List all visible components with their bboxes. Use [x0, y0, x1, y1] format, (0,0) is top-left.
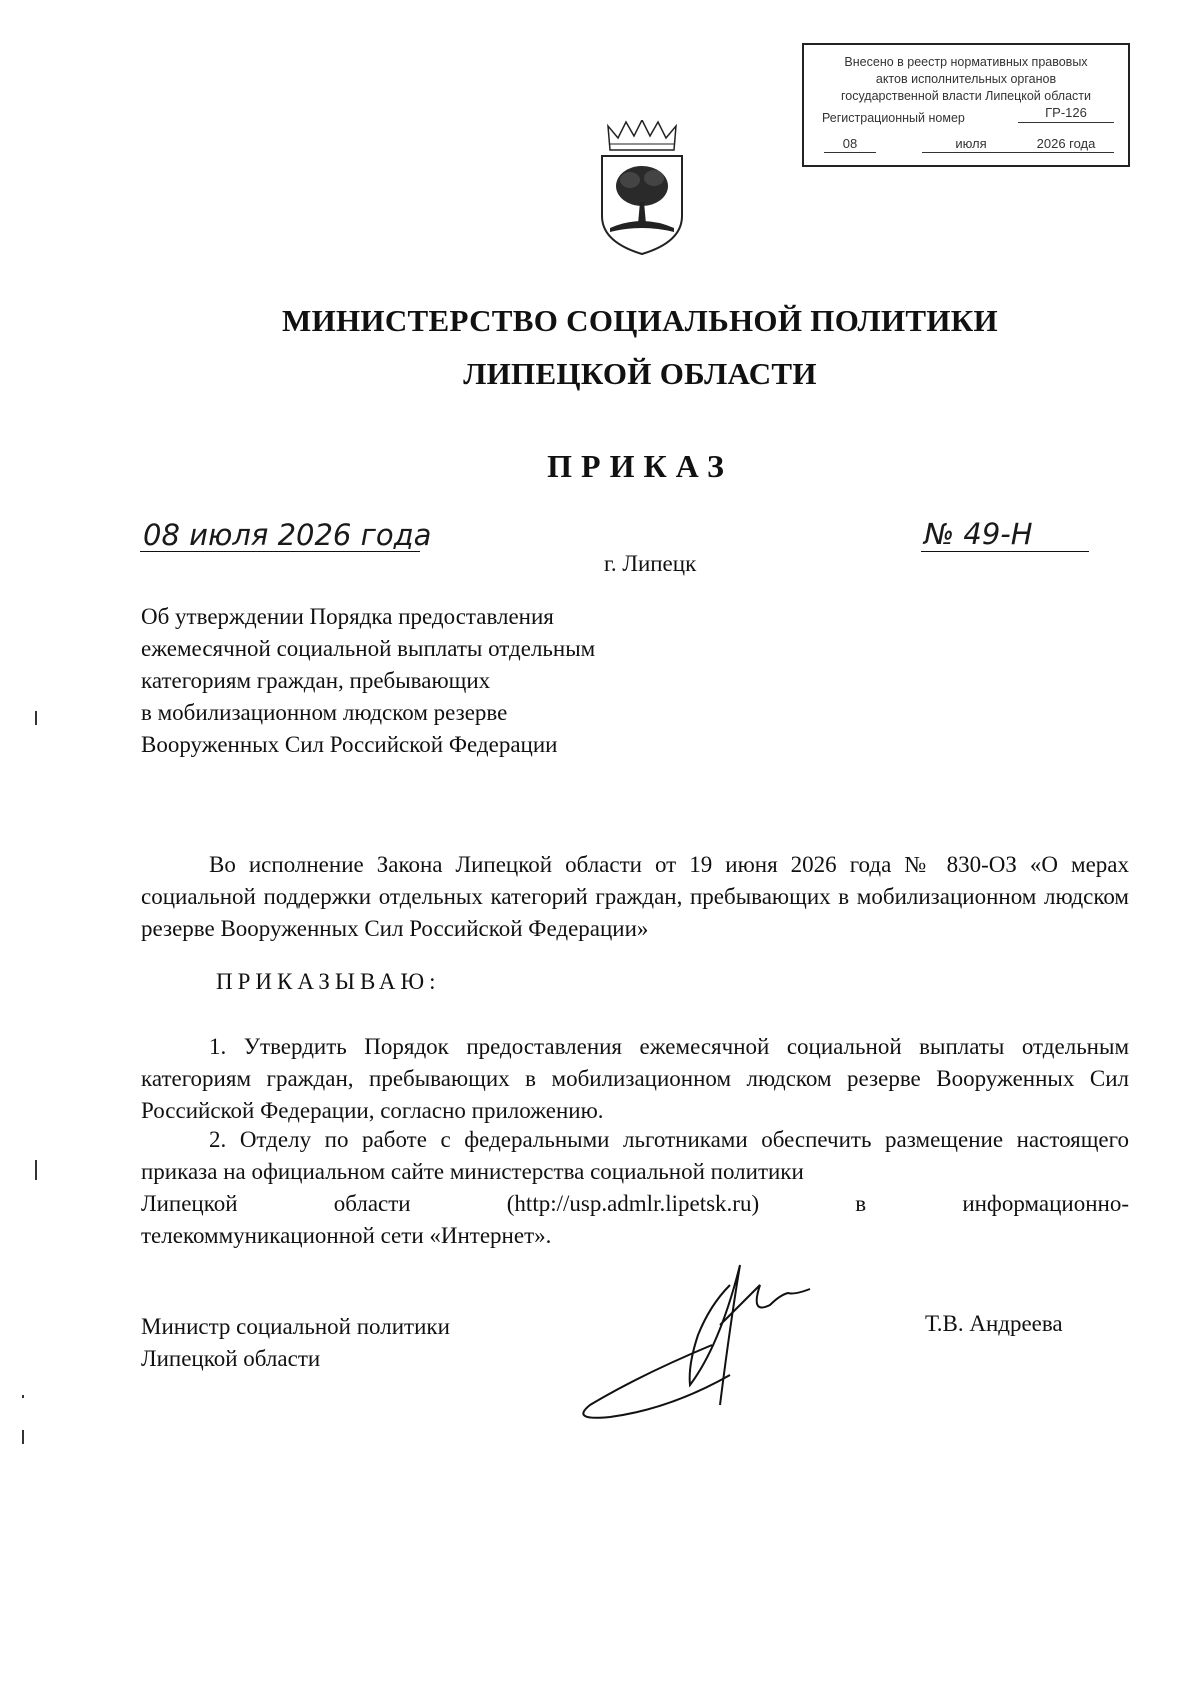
order-item-2-line-4: телекоммуникационной сети «Интернет».	[141, 1223, 552, 1248]
subject-line: категориям граждан, пребывающих	[141, 668, 491, 693]
order-item-2-line-3: Липецкой области (http://usp.admlr.lipetsk.ru) в информационно-	[141, 1191, 1129, 1216]
signer-position	[141, 1311, 450, 1375]
registration-stamp	[802, 43, 1130, 167]
subject-line: ежемесячной социальной выплаты отдельным	[141, 636, 596, 661]
handwritten-date: 08 июля 2026 года	[143, 518, 432, 552]
coat-of-arms-icon	[596, 120, 688, 256]
stamp-year: 2026 года	[1018, 136, 1114, 153]
subject-line: Вооруженных Сил Российской Федерации	[141, 732, 558, 757]
signer-name: Т.В. Андреева	[925, 1311, 1063, 1336]
ministry-title-line-2: ЛИПЕЦКОЙ ОБЛАСТИ	[463, 356, 817, 391]
date-underline	[140, 551, 420, 552]
order-item-1: 1. Утвердить Порядок предоставления ежемесячной социальной выплаты отдельным категориям граждан, пребывающих в мобилизационном людском резерве Вооруженных Сил Российской Федерации, согласно приложению.	[141, 1034, 1129, 1123]
preamble-paragraph: Во исполнение Закона Липецкой области от 19 июня 2026 года № 830-ОЗ «О мерах социальной поддержки отдельных категорий граждан, пребывающих в мобилизационном людском резерве Вооруженных Сил Российской Федерации»	[141, 852, 1129, 941]
signer-position-line-1: Министр социальной политики	[141, 1314, 450, 1339]
order-word: ПРИКАЗЫВАЮ:	[216, 969, 441, 994]
signer-position-line-2: Липецкой области	[141, 1346, 321, 1371]
number-underline	[921, 551, 1089, 552]
document-type-title: ПРИКАЗ	[547, 448, 733, 484]
order-item-2	[141, 1124, 1129, 1252]
ministry-title-line-1: МИНИСТЕРСТВО СОЦИАЛЬНОЙ ПОЛИТИКИ	[282, 303, 998, 338]
order-subject	[141, 601, 701, 761]
stamp-reg-number: ГР-126	[1018, 105, 1114, 123]
stamp-line-1: Внесено в реестр нормативных правовых	[844, 55, 1088, 69]
stamp-registration-row	[818, 105, 1114, 127]
stamp-line-2: актов исполнительных органов	[875, 72, 1057, 86]
stamp-date-row	[824, 136, 1114, 156]
subject-line: в мобилизационном людском резерве	[141, 700, 508, 725]
order-item-2-text: 2. Отделу по работе с федеральными льготниками обеспечить размещение настоящего приказа на официальном сайте министерства социальной политики	[141, 1127, 1129, 1184]
stamp-line-3: государственной власти Липецкой области	[840, 89, 1092, 103]
subject-line: Об утверждении Порядка предоставления	[141, 604, 554, 629]
stamp-month: июля	[922, 136, 1020, 153]
handwritten-signature	[580, 1245, 840, 1425]
city-label: г. Липецк	[604, 551, 697, 576]
stamp-day: 08	[824, 136, 876, 153]
handwritten-number: № 49-Н	[924, 517, 1033, 551]
stamp-reg-label: Регистрационный номер	[822, 111, 965, 125]
